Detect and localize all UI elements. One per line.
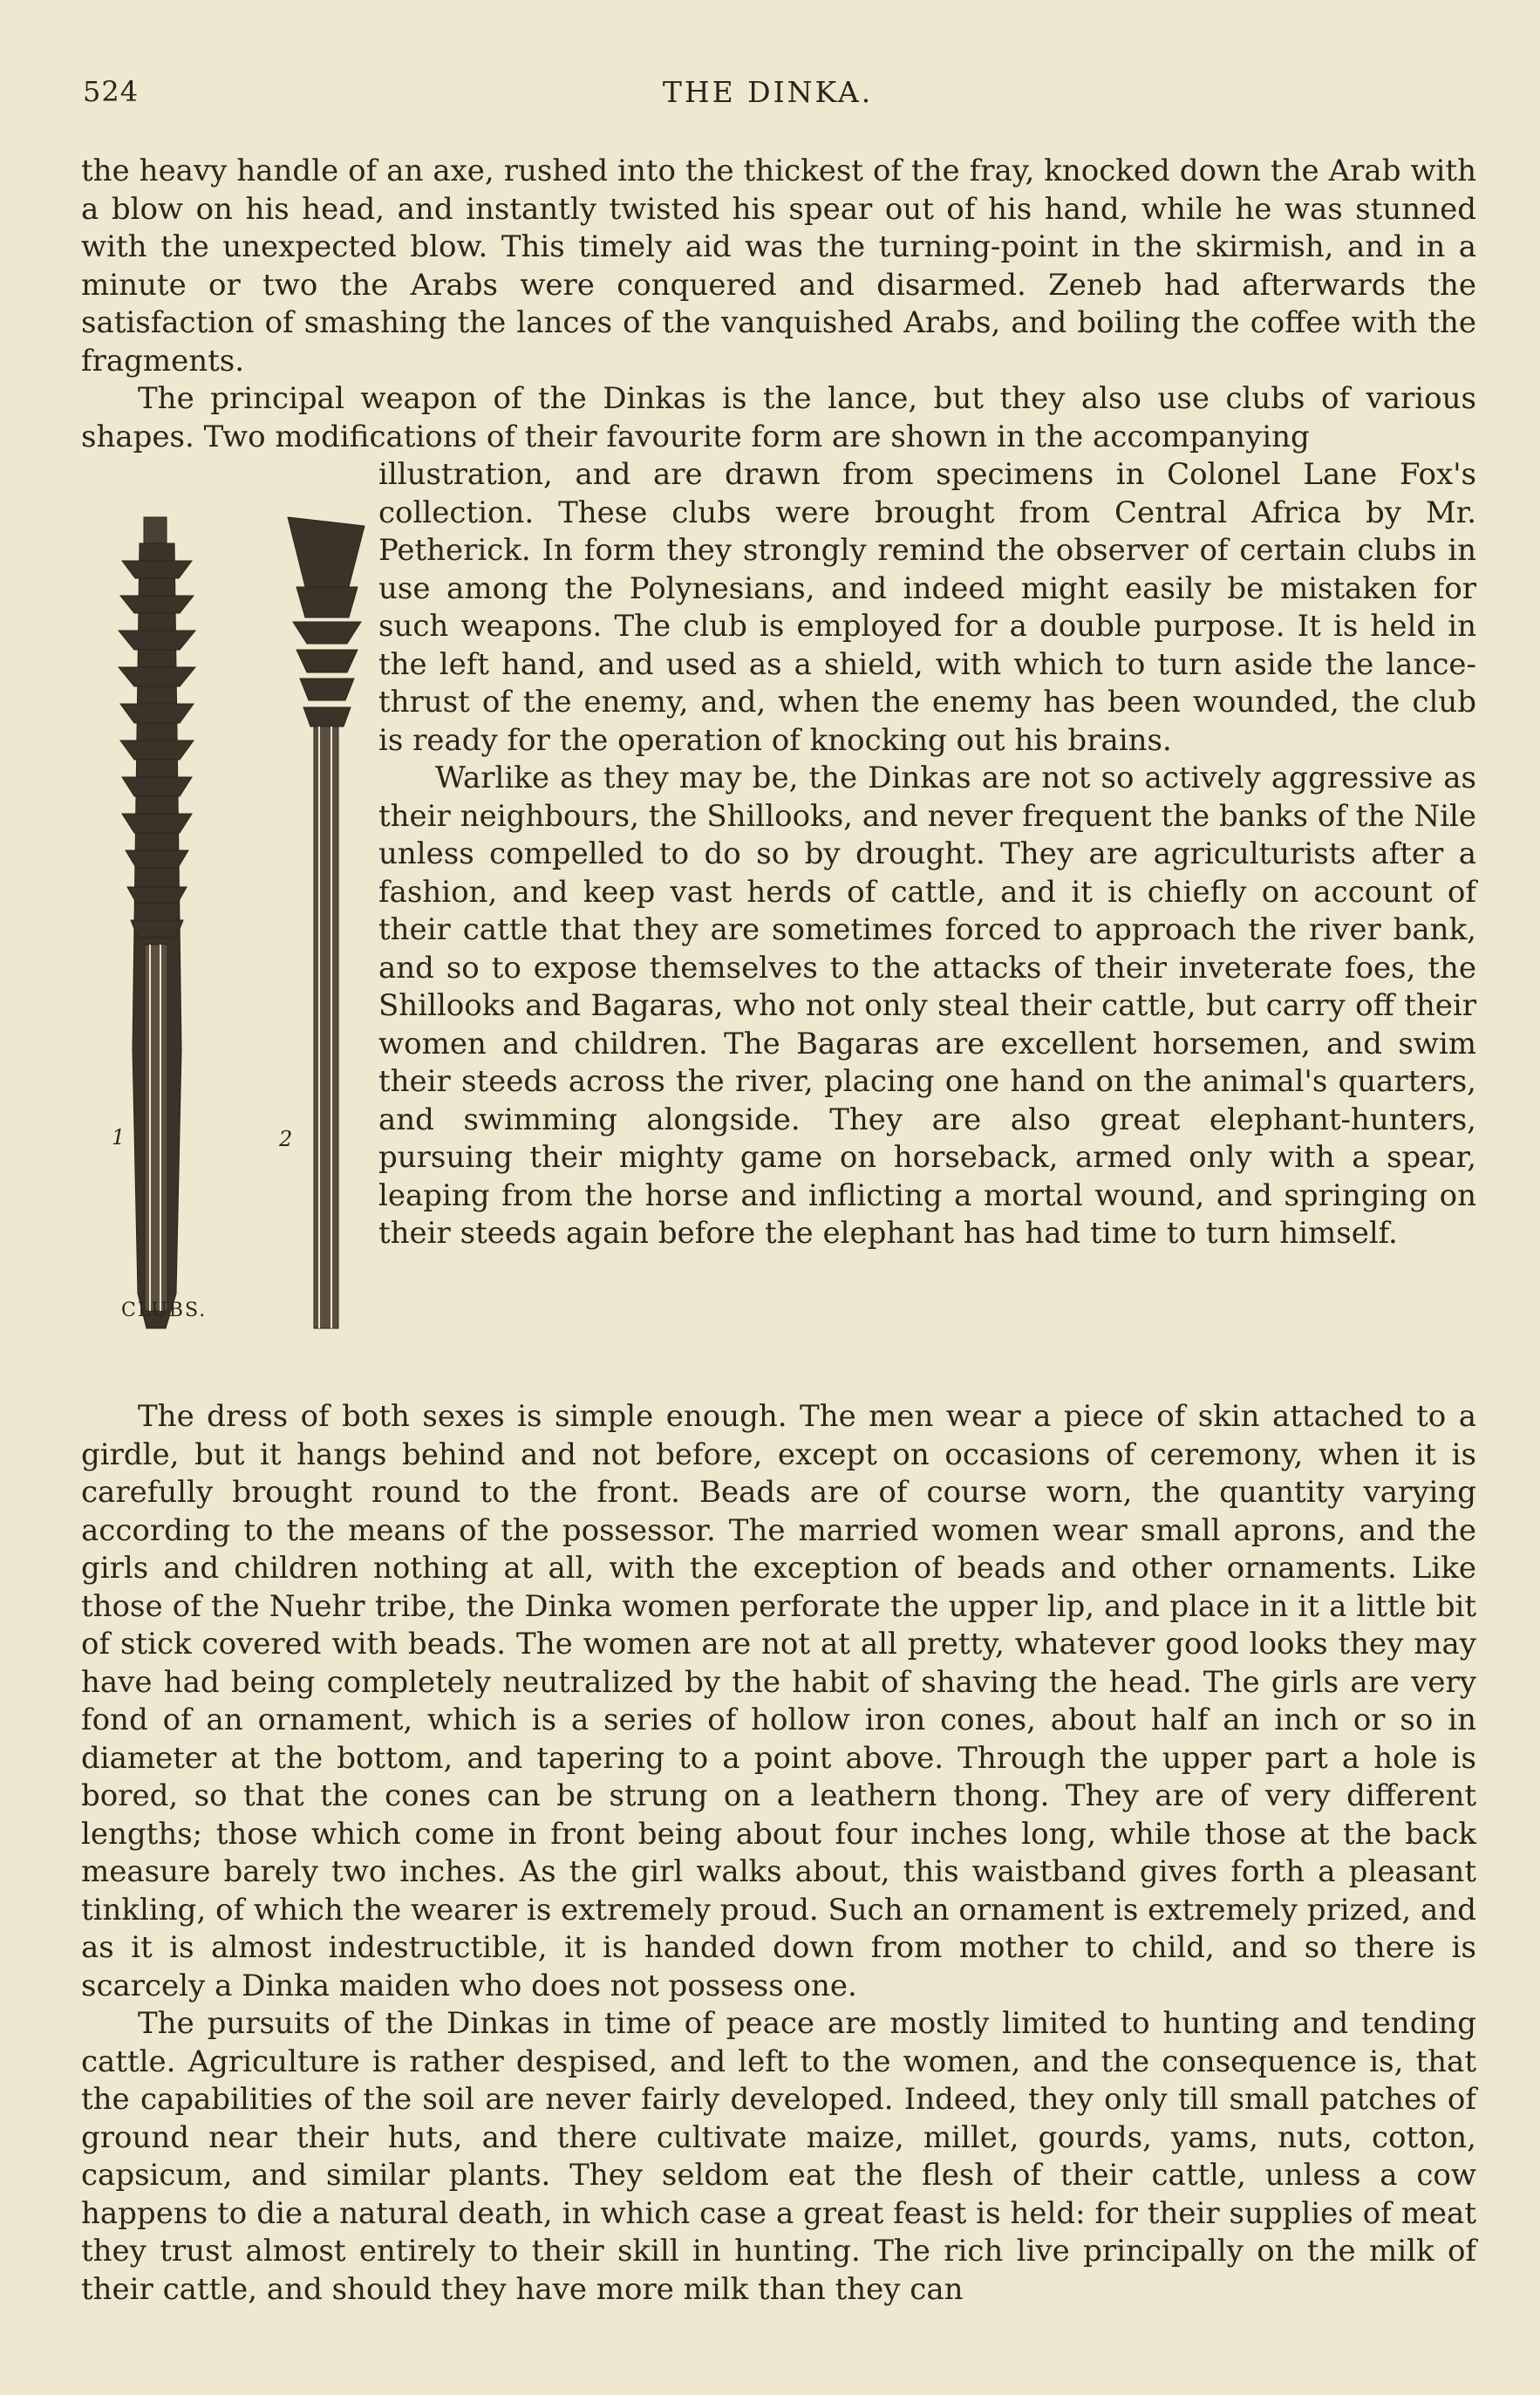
paragraph: The pursuits of the Dinkas in time of peace are mostly limited to hunting and tending cattle. Agriculture is rather despised, and left to the women, and the consequence is, that the capabilities of the soil are never fairly developed. Indeed, they only till small patches of ground near their huts, and there cultivate maize, millet, gourds, yams, nuts, cotton, capsicum, and similar plants. They seldom eat the flesh of their cattle, unless a cow happens to die a natural death, in which case a great feast is held: for their supplies of meat they trust almost entirely to their skill in hunting. The rich live principally on the milk of their cattle, and should they have more milk than they can: [81, 2006, 1476, 2307]
running-title: THE DINKA.: [662, 75, 874, 109]
page-header: [83, 75, 1453, 119]
paragraph: illustration, and are drawn from specimens in Colonel Lane Fox's collection. These clubs were brought from Central Africa by Mr. Petherick. In form they strongly remind the observer of certain clubs in use among the Polynesians, and indeed might easily be mistaken for such weapons. The club is employed for a double purpose. It is held in the left hand, and used as a shield, with which to turn aside the lance-thrust of the enemy, and, when the enemy has been wounded, the club is ready for the operation of knocking out his brains.: [378, 457, 1476, 758]
club-1-label: 1: [112, 1125, 126, 1150]
page-number: 524: [83, 75, 140, 108]
paragraph: The dress of both sexes is simple enough. The men wear a piece of skin attached to a girdle, but it hangs behind and not before, except on occasions of ceremony, when it is carefully brought round to the front. Beads are of course worn, the quantity varying according to the means of the possessor. The married women wear small aprons, and the girls and children nothing at all, with the exception of beads and other ornaments. Like those of the Nuehr tribe, the Dinka women perforate the upper lip, and place in it a little bit of stick covered with beads. The women are not at all pretty, whatever good looks they may have had being completely neutralized by the habit of shaving the head. The girls are very fond of an ornament, which is a series of hollow iron cones, about half an inch or so in diameter at the bottom, and tapering to a point above. Through the upper part a hole is bored, so that the cones can be strung on a leathern thong. They are of very different lengths; those which come in front being about four inches long, while those at the back measure barely two inches. As the girl walks about, this waistband gives forth a pleasant tinkling, of which the wearer is extremely proud. Such an ornament is extremely prized, and as it is almost indestructible, it is handed down from mother to child, and so there is scarcely a Dinka maiden who does not possess one.: [81, 1399, 1476, 2003]
club-2-label: 2: [279, 1127, 293, 1151]
paragraph: Warlike as they may be, the Dinkas are not so actively aggressive as their neighbours, the Shillooks, and never frequent the banks of the Nile unless compelled to do so by drought. They are agriculturists after a fashion, and keep vast herds of cattle, and it is chiefly on account of their cattle that they are sometimes forced to approach the river bank, and so to expose themselves to the attacks of their inveterate foes, the Shillooks and Bagaras, who not only steal their cattle, but carry off their women and children. The Bagaras are excellent horsemen, and swim their steeds across the river, placing one hand on the animal's quarters, and swimming alongside. They are also great elephant-hunters, pursuing their mighty game on horseback, armed only with a spear, leaping from the horse and inflicting a mortal wound, and springing on their steeds again before the elephant has had time to turn himself.: [378, 761, 1476, 1251]
figure-caption: CLUBS.: [121, 1300, 208, 1321]
body-text: [81, 153, 1476, 2309]
clubs-figure: [0, 456, 375, 1398]
club-1-drawing: [119, 517, 195, 1328]
clubs-illustration: [0, 456, 375, 1398]
club-2-drawing: [288, 517, 365, 1328]
paragraph: The principal weapon of the Dinkas is the lance, but they also use clubs of various shapes. Two modifications of their favourite form are shown in the accompanying: [81, 381, 1476, 454]
paragraph: the heavy handle of an axe, rushed into the thickest of the fray, knocked down the Arab with a blow on his head, and instantly twisted his spear out of his hand, while he was stunned with the unexpected blow. This timely aid was the turning-point in the skirmish, and in a minute or two the Arabs were conquered and disarmed. Zeneb had afterwards the satisfaction of smashing the lances of the vanquished Arabs, and boiling the coffee with the fragments.: [81, 154, 1476, 379]
